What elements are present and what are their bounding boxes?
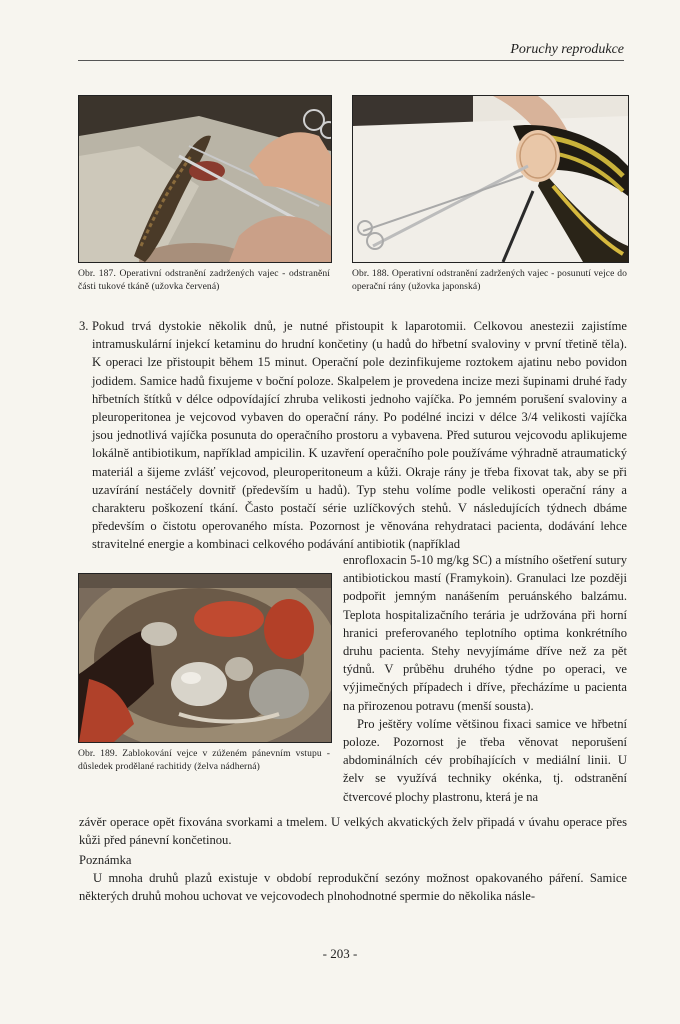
wrapped-text-column [343, 551, 627, 806]
paragraph-lizards-wrapped: Pro ještěry volíme většinou fixaci samice ve hřbetní poloze. Pozornost je třeba věnovat neporušení abdominálních cév probíhajících v mediální linii. U želv se využívá techniky okénka, tj. odstranění čtvercové plochy plastronu, která je na [343, 716, 627, 804]
turtle-egg-photo [79, 574, 331, 742]
running-header: Poruchy reprodukce [78, 42, 624, 61]
note-text: U mnoha druhů plazů existuje v období reprodukční sezóny možnost opakovaného páření. Samice některých druhů mohou uchovat ve vejcovodech plnohodnotné spermie do několika násle- [79, 871, 627, 904]
figure-188-photo [352, 95, 629, 263]
figure-187-caption: Obr. 187. Operativní odstranění zadržených vajec - odstranění části tukové tkáně (užovka červená) [78, 268, 330, 292]
page-number: - 203 - [322, 946, 358, 961]
figure-188-caption: Obr. 188. Operativní odstranění zadržených vajec - posunutí vejce do operační rány (užovka japonská) [352, 268, 627, 292]
figure-187-photo [78, 95, 332, 263]
figure-189-photo [78, 573, 332, 743]
figure-189-caption: Obr. 189. Zablokování vejce v zúženém pánevním vstupu - důsledek prodělané rachitidy (želva nádherná) [78, 748, 330, 772]
paragraph-lizards-continued: závěr operace opět fixována svorkami a tmelem. U velkých akvatických želv připadá v úvahu operace přes kůži před pánevní končetinou. [79, 815, 627, 848]
snake-egg-photo [353, 96, 628, 262]
item-text-full-width: Pokud trvá dystokie několik dnů, je nutné přistoupit k laparotomii. Celkovou anestezii zajistíme intramuskulární injekcí ketaminu do hrudní končetiny (u hadů do hřbetní svaloviny v první třetině těla). K operaci lze přistoupit během 15 minut. Operační pole dezinfikujeme roztokem ajatinu nebo povidon jodidem. Samice hadů fixujeme v boční poloze. Skalpelem je provedena incize mezi šupinami druhé řady hřbetních štítků v délce odpovídající zhruba velikosti jednoho vajíčka. Po jemném porušení svaloviny a pleuroperitonea je vejcovod vybaven do operační rány. Po podélné incizi v délce 3/4 velikosti vajíčka jsou jednotlivá vajíčka posunuta do operačního prostoru a vybavena. Před suturou vejcovodu aplikujeme lokálně antibiotikum, například ampicilin. K uzavření operačního pole používáme výhradně atraumatický materiál a šijeme zvlášť vejcovod, pleuroperitoneum a kůži. Okraje rány je třeba fixovat tak, aby se při uzavírání nestáčely dovnitř (především u hadů). Typ stehu volíme podle velikosti operační rány a charakteru poškození tkání. Často postačí série uzlíčkových stehů. V následujících týdnech dbáme především o čistotu operovaného místa. Pozornost je věnována rehydrataci pacienta, dodávání lehce stravitelné energie a kombinaci celkového podávání antibiotik (například [92, 319, 627, 552]
snake-surgery-photo [79, 96, 331, 262]
item-number: 3. [79, 319, 89, 333]
item-text-wrapped: enrofloxacin 5-10 mg/kg SC) a místního ošetření sutury antibiotickou mastí (Framykoin). Granulaci lze později podpořit jemným nanášením peruánského balzámu. Teplota hospitalizačního terária je udržována při horní hranici preferovaného teplotního optima konkrétního druhu pacienta. Stehy nevyjímáme dříve než za pět týdnů. V průběhu druhého týdne po operaci, ve výjimečných případech i dříve, přecházíme u pacienta na přirozenou potravu (menší sousta). [343, 553, 627, 713]
note-heading: Poznámka [79, 853, 132, 867]
